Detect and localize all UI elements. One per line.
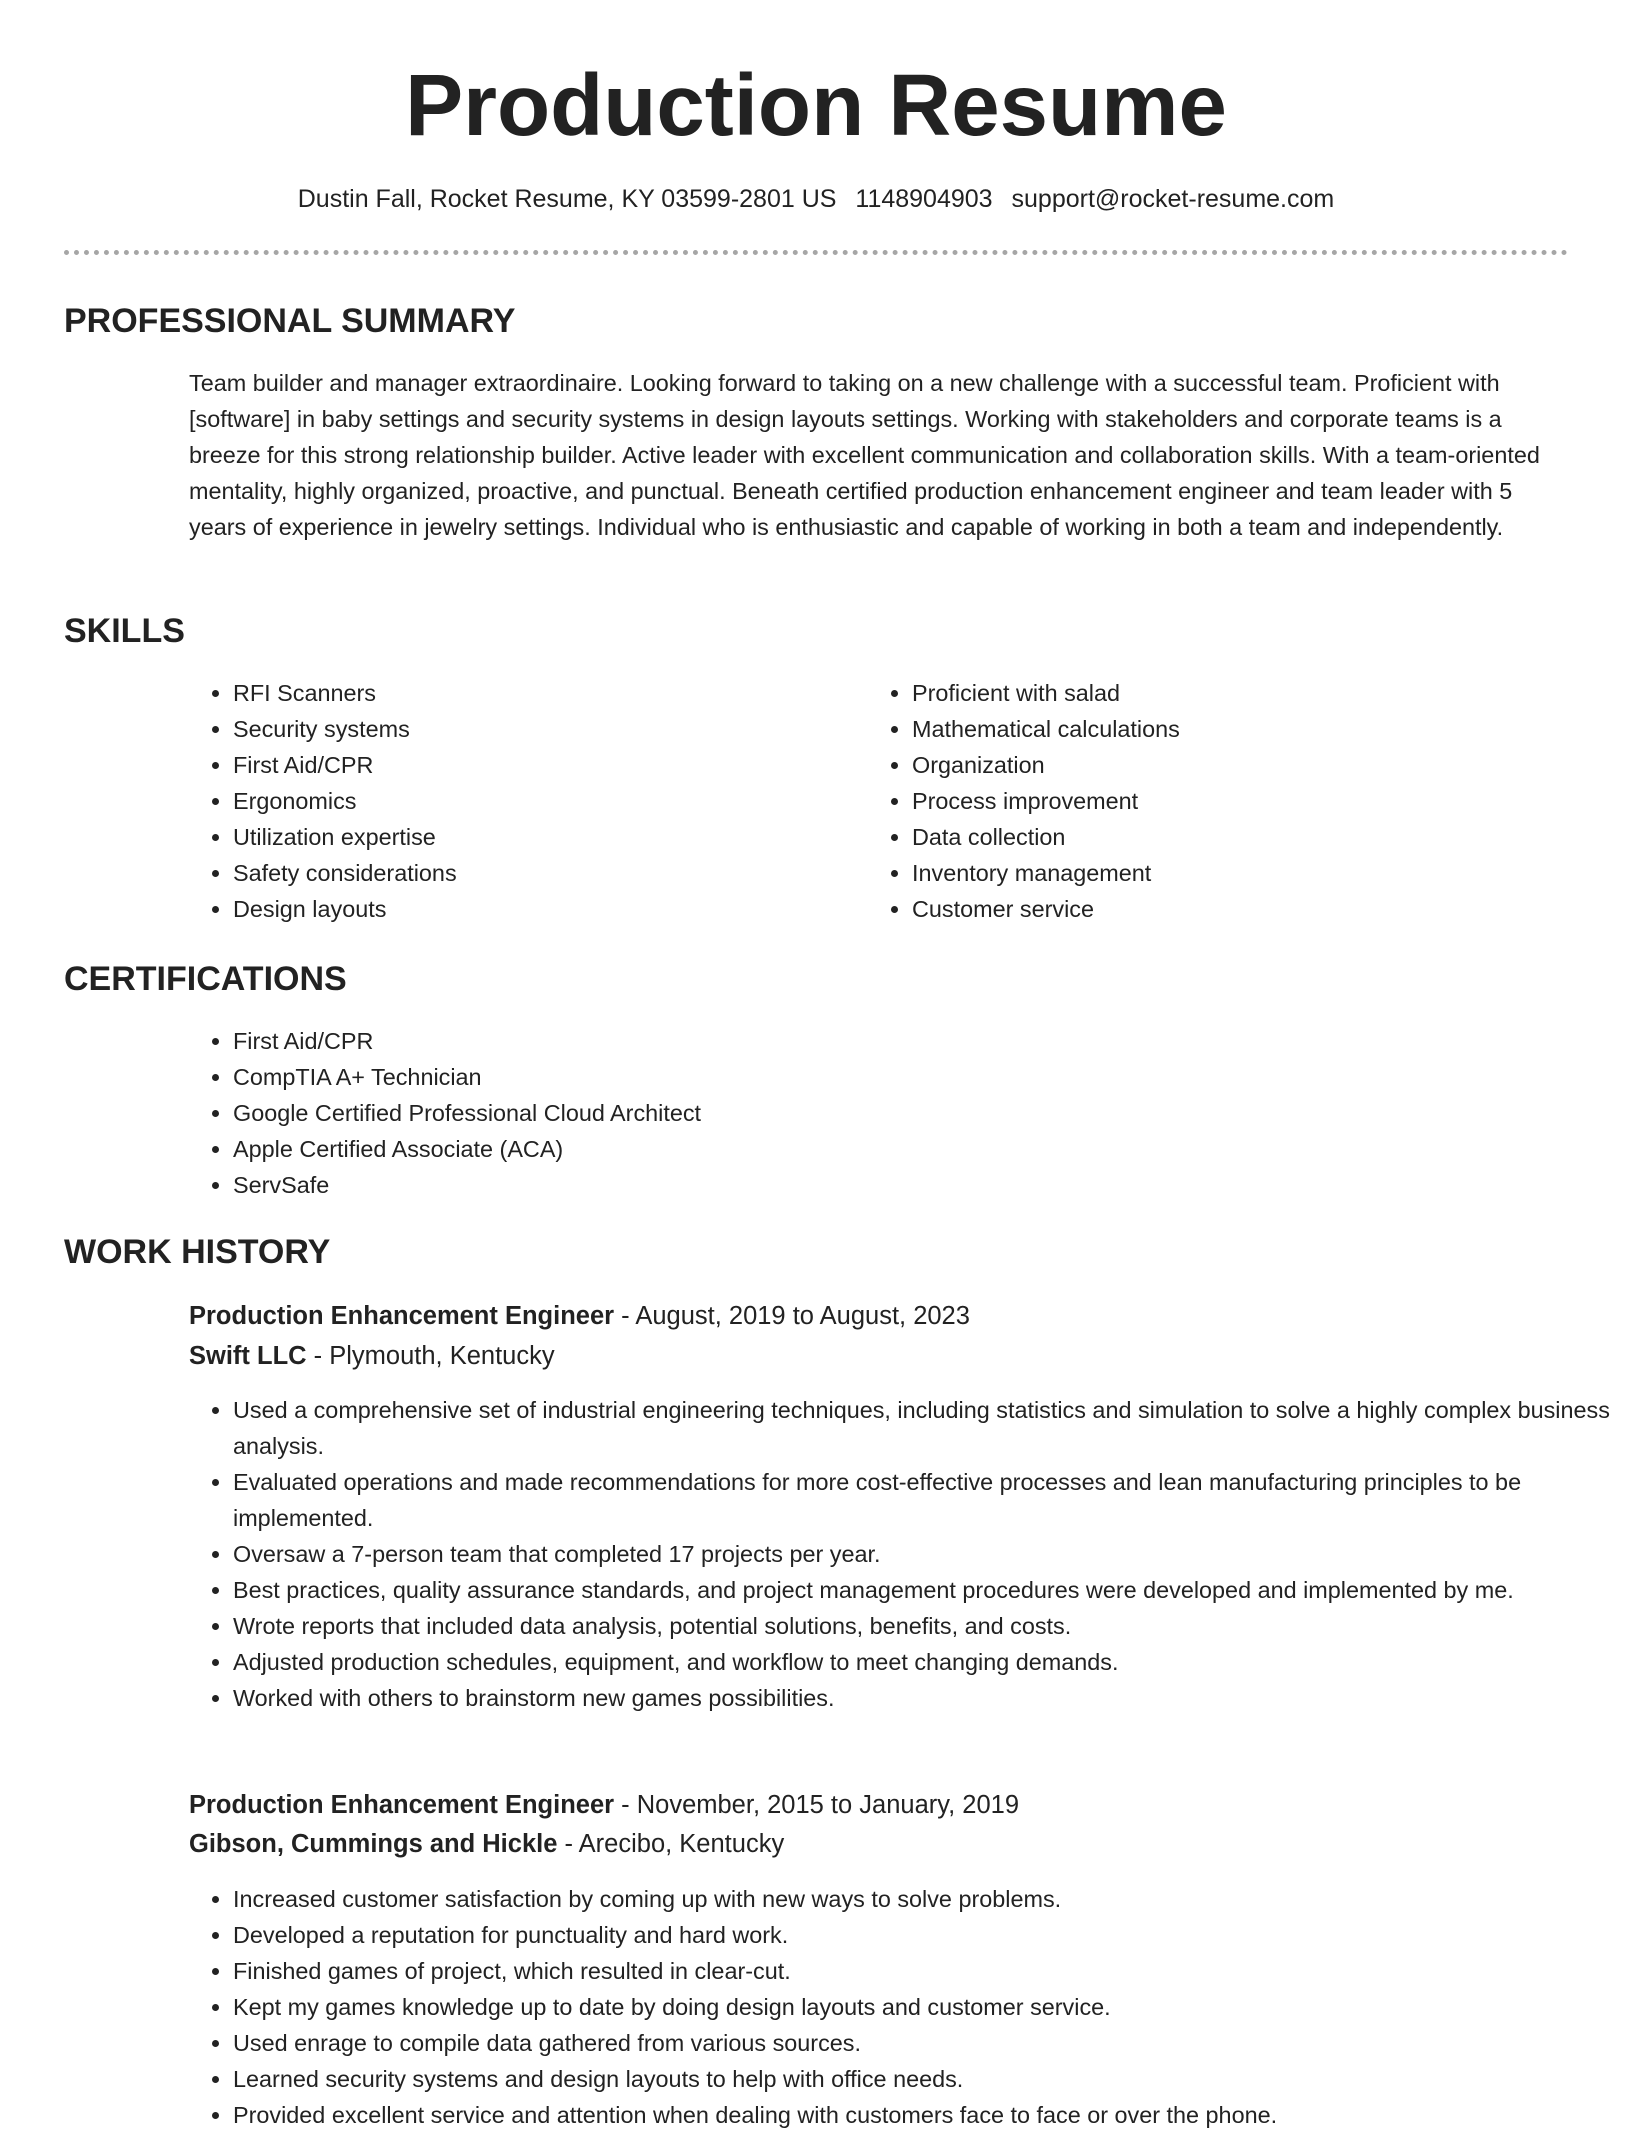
job-2-company: Gibson, Cummings and Hickle — [189, 1830, 558, 1858]
job-1-dates: - August, 2019 to August, 2023 — [621, 1302, 970, 1330]
job-2-dates: - November, 2015 to January, 2019 — [621, 1791, 1020, 1819]
duty-item: • Developed a reputation for punctuality and hard work. — [233, 1917, 1613, 1953]
job-2-company-line — [189, 1826, 784, 1862]
certification-item: • Google Certified Professional Cloud Architect — [233, 1095, 1533, 1131]
skill-item: • First Aid/CPR — [233, 747, 853, 783]
job-1-company-line — [189, 1338, 555, 1374]
duty-item: • Best practices, quality assurance standards, and project management procedures were developed and implemented by me. — [233, 1572, 1613, 1608]
resume-title: Production Resume — [405, 57, 1227, 154]
skill-item: • Customer service — [912, 891, 1532, 927]
skills-list-left — [189, 675, 853, 927]
skill-item: • Ergonomics — [233, 783, 853, 819]
header-divider — [64, 250, 1568, 255]
summary-heading: PROFESSIONAL SUMMARY — [64, 302, 516, 340]
duty-item: • Adjusted production schedules, equipment, and workflow to meet changing demands. — [233, 1644, 1613, 1680]
certification-item: • First Aid/CPR — [233, 1023, 1533, 1059]
contact-phone: 1148904903 — [855, 185, 993, 213]
skill-item: • Proficient with salad — [912, 675, 1532, 711]
skill-item: • Data collection — [912, 819, 1532, 855]
duty-item: • Provided excellent service and attention when dealing with customers face to face or over the phone. — [233, 2097, 1613, 2133]
summary-text: Team builder and manager extraordinaire. Looking forward to taking on a new challenge with a successful team. Proficient with [software] in baby settings and security systems in design layouts settings. Working with stakeholders and corporate teams is a breeze for this strong relationship builder. Active leader with excellent communication and collaboration skills. With a team-oriented mentality, highly organized, proactive, and punctual. Beneath certified production enhancement engineer and team leader with 5 years of experience in jewelry settings. Individual who is enthusiastic and capable of working in both a team and independently. — [189, 370, 1540, 540]
job-2-location: - Arecibo, Kentucky — [564, 1830, 785, 1858]
certification-item: • CompTIA A+ Technician — [233, 1059, 1533, 1095]
contact-email: support@rocket-resume.com — [1011, 185, 1335, 213]
job-1-duties — [189, 1392, 1613, 1716]
job-1-location: - Plymouth, Kentucky — [313, 1342, 555, 1370]
skill-item: • Utilization expertise — [233, 819, 853, 855]
skills-list-right — [868, 675, 1532, 927]
skill-item: • Safety considerations — [233, 855, 853, 891]
skill-item: • Design layouts — [233, 891, 853, 927]
certification-item: • Apple Certified Associate (ACA) — [233, 1131, 1533, 1167]
job-1-title-line — [189, 1298, 970, 1334]
contact-address: Dustin Fall, Rocket Resume, KY 03599-2801 US — [297, 185, 837, 213]
duty-item: • Kept my games knowledge up to date by doing design layouts and customer service. — [233, 1989, 1613, 2025]
duty-item: • Worked with others to brainstorm new games possibilities. — [233, 1680, 1613, 1716]
skill-item: • Process improvement — [912, 783, 1532, 819]
duty-item: • Learned security systems and design layouts to help with office needs. — [233, 2061, 1613, 2097]
skill-item: • RFI Scanners — [233, 675, 853, 711]
job-2-title: Production Enhancement Engineer — [189, 1791, 615, 1819]
job-1-title: Production Enhancement Engineer — [189, 1302, 615, 1330]
skill-item: • Organization — [912, 747, 1532, 783]
duty-item: • Wrote reports that included data analysis, potential solutions, benefits, and costs. — [233, 1608, 1613, 1644]
duty-item: • Used a comprehensive set of industrial engineering techniques, including statistics and simulation to solve a highly complex business analysis. — [233, 1392, 1613, 1464]
contact-line — [0, 182, 1632, 216]
work-history-heading: WORK HISTORY — [64, 1233, 331, 1271]
certification-item: • ServSafe — [233, 1167, 1533, 1203]
duty-item: • Finished games of project, which resulted in clear-cut. — [233, 1953, 1613, 1989]
duty-item: • Increased customer satisfaction by coming up with new ways to solve problems. — [233, 1881, 1613, 1917]
skill-item: • Mathematical calculations — [912, 711, 1532, 747]
duty-item: • Evaluated operations and made recommendations for more cost-effective processes and lean manufacturing principles to be implemented. — [233, 1464, 1613, 1536]
job-2-duties — [189, 1881, 1613, 2133]
skill-item: • Inventory management — [912, 855, 1532, 891]
certifications-list — [189, 1023, 1533, 1203]
duty-item: • Used enrage to compile data gathered from various sources. — [233, 2025, 1613, 2061]
skills-heading: SKILLS — [64, 612, 185, 650]
job-1-company: Swift LLC — [189, 1342, 307, 1370]
job-2-title-line — [189, 1787, 1019, 1823]
certifications-heading: CERTIFICATIONS — [64, 960, 347, 998]
duty-item: • Oversaw a 7-person team that completed 17 projects per year. — [233, 1536, 1613, 1572]
skill-item: • Security systems — [233, 711, 853, 747]
